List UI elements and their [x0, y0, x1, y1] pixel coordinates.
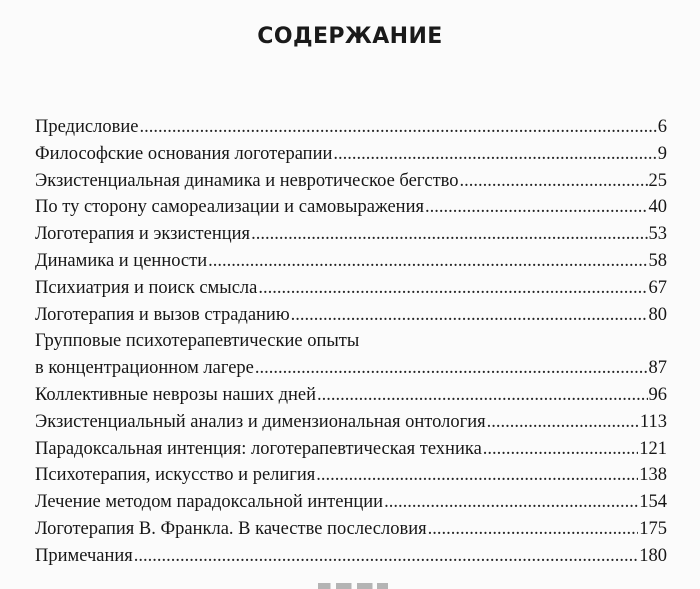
toc-entry-title: Логотерапия и вызов страданию — [35, 304, 290, 325]
toc-page-number: 154 — [639, 492, 667, 513]
table-of-contents — [35, 114, 667, 570]
toc-entry-title: Предисловие — [35, 117, 139, 137]
toc-entry-title: в концентрационном лагере — [35, 358, 254, 379]
toc-dot-leader — [208, 248, 647, 275]
toc-entry — [35, 462, 667, 489]
toc-entry-title: Психиатрия и поиск смысла — [35, 277, 258, 298]
toc-page-number: 121 — [639, 438, 667, 459]
toc-entry-title: Коллективные неврозы наших дней — [35, 384, 316, 405]
toc-entry-title: Динамика и ценности — [35, 250, 208, 271]
toc-dot-leader — [384, 489, 638, 516]
toc-entry — [35, 275, 667, 302]
toc-page-number: 80 — [648, 304, 667, 325]
toc-dot-leader — [134, 543, 638, 570]
toc-page-number: 6 — [657, 117, 667, 137]
toc-page-number: 138 — [639, 465, 667, 486]
toc-dot-leader — [291, 302, 648, 329]
toc-entry-title: Психотерапия, искусство и религия — [35, 465, 316, 486]
toc-page-number: 180 — [639, 545, 667, 566]
cropped-next-page-text — [318, 583, 388, 589]
toc-dot-leader — [139, 114, 656, 141]
toc-dot-leader — [251, 221, 647, 248]
page-title: СОДЕРЖАНИЕ — [257, 24, 443, 49]
toc-entry-title: Экзистенциальная динамика и невротическое бегство — [35, 170, 459, 191]
toc-dot-leader — [428, 516, 639, 543]
toc-dot-leader — [333, 141, 656, 168]
toc-dot-leader — [258, 275, 647, 302]
toc-dot-leader — [425, 194, 648, 221]
toc-page-number: 9 — [657, 143, 667, 164]
toc-entry-title: Логотерапия и экзистенция — [35, 224, 251, 245]
toc-entry — [35, 489, 667, 516]
toc-entry-title: По ту сторону самореализации и самовыражения — [35, 197, 424, 218]
toc-entry — [35, 114, 667, 141]
toc-page-number: 53 — [648, 224, 667, 245]
toc-page-number: 58 — [648, 250, 667, 271]
toc-dot-leader — [255, 355, 648, 382]
toc-page-number: 67 — [648, 277, 667, 298]
toc-dot-leader — [483, 436, 638, 463]
toc-entry — [35, 302, 667, 329]
toc-entry — [35, 221, 667, 248]
toc-entry — [35, 436, 667, 463]
toc-entry — [35, 382, 667, 409]
toc-dot-leader — [487, 409, 639, 436]
toc-entry — [35, 248, 667, 275]
toc-page-number: 87 — [648, 358, 667, 379]
toc-entry — [35, 409, 667, 436]
toc-entry — [35, 543, 667, 570]
toc-entry-title: Парадоксальная интенция: логотерапевтическая техника — [35, 438, 482, 459]
toc-page-number: 175 — [639, 518, 667, 539]
toc-entry — [35, 355, 667, 382]
toc-page-number: 25 — [648, 170, 667, 191]
toc-page-number: 96 — [648, 384, 667, 405]
toc-entry — [35, 168, 667, 195]
toc-dot-leader — [460, 168, 648, 195]
toc-entry — [35, 194, 667, 221]
toc-entry-title: Философские основания логотерапии — [35, 143, 333, 164]
toc-entry — [35, 516, 667, 543]
toc-entry-title: Примечания — [35, 545, 133, 566]
toc-page-number: 113 — [639, 411, 667, 432]
toc-entry-title: Логотерапия В. Франкла. В качестве послесловия — [35, 518, 427, 539]
toc-entry — [35, 141, 667, 168]
toc-entry-title: Лечение методом парадоксальной интенции — [35, 492, 384, 513]
toc-dot-leader — [316, 462, 638, 489]
toc-page-number: 40 — [648, 197, 667, 218]
toc-dot-leader — [317, 382, 648, 409]
toc-entry-title: Экзистенциальный анализ и димензиональная онтология — [35, 411, 486, 432]
toc-entry-title-line: Групповые психотерапевтические опыты — [35, 331, 360, 352]
